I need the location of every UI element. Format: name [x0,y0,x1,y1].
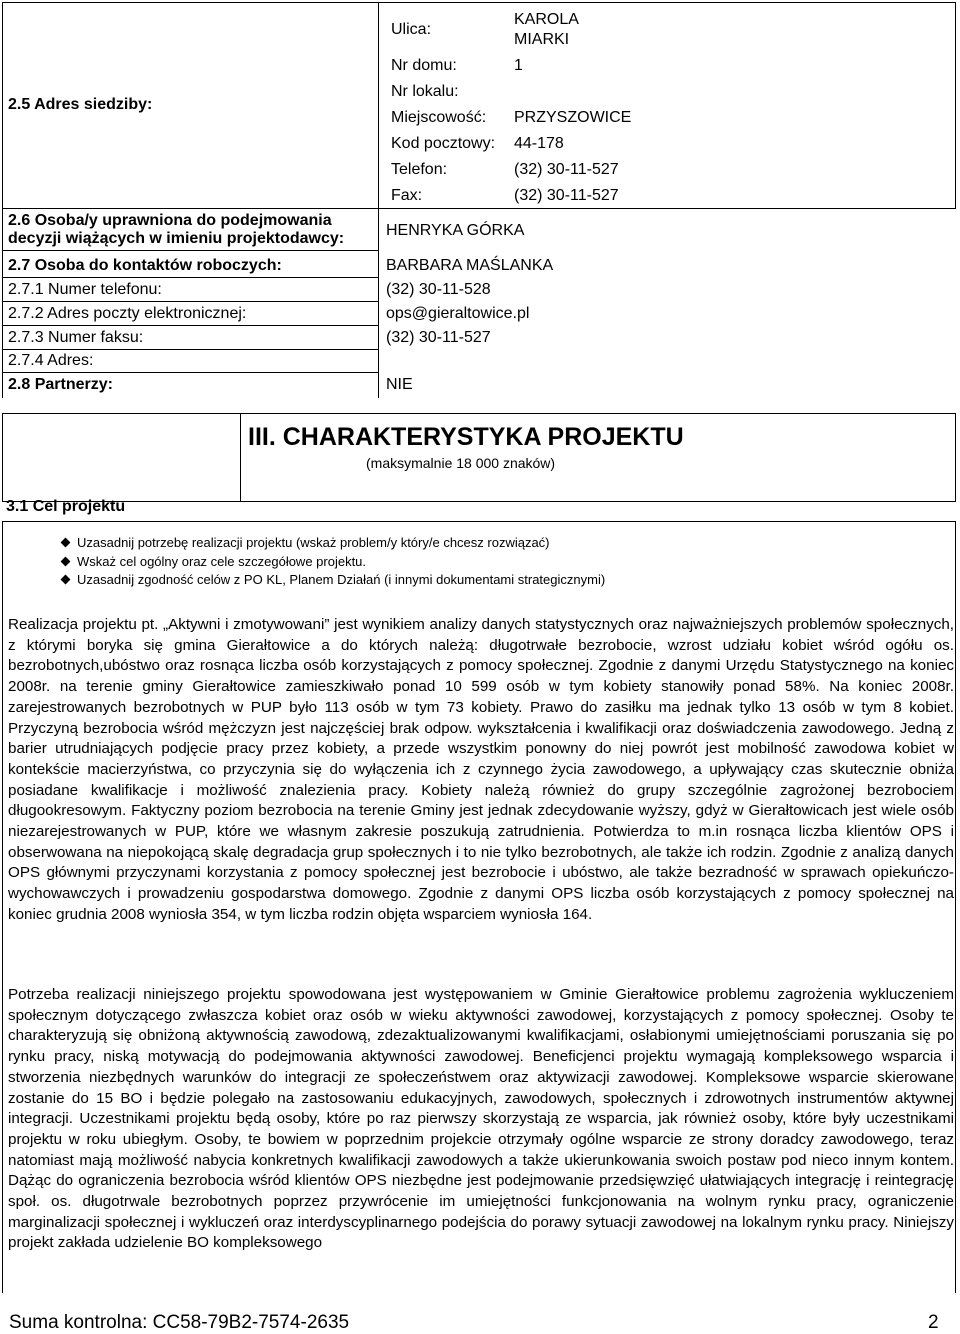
house-number-label: Nr domu: [391,57,457,74]
contact-fax-value: (32) 30-11-527 [386,329,491,346]
contact-email-value: ops@gieraltowice.pl [386,305,530,322]
contact-fax-label: 2.7.3 Numer faksu: [8,329,144,346]
partners-label: 2.8 Partnerzy: [8,376,113,393]
fax-value: (32) 30-11-527 [514,187,619,204]
house-number-value: 1 [514,57,523,74]
bullet-item [62,535,550,550]
city-value: PRZYSZOWICE [514,109,632,126]
contact-address-label: 2.7.4 Adres: [8,352,94,369]
diamond-bullet-icon [61,557,71,567]
postal-code-label: Kod pocztowy: [391,135,496,152]
street-value: KAROLA MIARKI [514,11,579,48]
diamond-bullet-icon [61,575,71,585]
address-section-label: 2.5 Adres siedziby: [8,96,153,113]
bullet-text: Uzasadnij potrzebę realizacji projektu (wskaż problem/y który/e chcesz rozwiązać) [77,535,550,550]
authorized-person-label: 2.6 Osoba/y uprawniona do podejmowania decyzji wiążących w imieniu projektodawcy: [8,212,345,247]
footer-checksum: Suma kontrolna: CC58-79B2-7574-2635 [9,1312,350,1333]
bullet-text: Wskaż cel ogólny oraz cele szczegółowe projektu. [77,554,367,569]
fax-label: Fax: [391,187,423,204]
phone-value: (32) 30-11-527 [514,161,619,178]
section-title: III. CHARAKTERYSTYKA PROJEKTU [248,423,684,451]
postal-code-value: 44-178 [514,135,564,152]
contact-person-label: 2.7 Osoba do kontaktów roboczych: [8,257,282,274]
city-label: Miejscowość: [391,109,487,126]
page-number: 2 [928,1312,939,1333]
bullet-item [62,572,605,587]
contact-phone-value: (32) 30-11-528 [386,281,491,298]
diamond-bullet-icon [61,538,71,548]
bullet-item [62,554,366,569]
partners-value: NIE [386,376,413,393]
section-subtitle: (maksymalnie 18 000 znaków) [366,455,556,471]
contact-phone-label: 2.7.1 Numer telefonu: [8,281,162,298]
project-goal-label: 3.1 Cel projektu [6,498,126,515]
contact-person-value: BARBARA MAŚLANKA [386,257,554,274]
authorized-person-value: HENRYKA GÓRKA [386,222,525,239]
bullet-text: Uzasadnij zgodność celów z PO KL, Planem Działań (i innymi dokumentami strategicznymi) [77,572,606,587]
apartment-number-label: Nr lokalu: [391,83,459,100]
contact-email-label: 2.7.2 Adres poczty elektronicznej: [8,305,247,322]
phone-label: Telefon: [391,161,448,178]
street-label: Ulica: [391,21,432,38]
justification-paragraph-1: Realizacja projektu pt. „Aktywni i zmotywowani” jest wynikiem analizy danych statystycznych oraz najważniejszych problemów społecznych, z którymi boryka się gmina Gierałtowice a do których należą: długotrwałe bezrobocie, wzrost udziału kobiet wśród ogółu os. bezrobotnych,ubóstwo oraz rosnąca liczba osób korzystających z pomocy społecznej. Zgodnie z danymi Urzędu Statystycznego na koniec 2008r. na terenie gminy Gierałtowice zamieszkiwało ponad 10 599 osób w tym kobiety stanowiły ponad 58%. Na koniec 2008r. zarejestrowanych bezrobotnych w PUP było 113 osób w tym 73 kobiety. Prawo do zasiłku ma jednak tylko 13 osób w tym 8 kobiet. Przyczyną bezrobocia wśród mężczyzn jest najczęściej brak odpow. wykształcenia i kwalifikacji oraz doświadczenia zawodowego. Jedną z barier utrudniających podjęcie pracy przez kobiety, a przede wszystkim ponowny do niej powrót jest mobilność zawodowa kobiet w kontekście macierzyństwa, co przyczynia się do wyłączenia ich z czynnego życia zawodowego, a upływający czas skutecznie obniża posiadane kwalifikacje i możliwość znalezienia pracy. Kobiety należą również do grupy szczególnie zagrożonej bezrobociem długookresowym. Faktyczny poziom bezrobocia na terenie Gminy jest jednak zdecydowanie wyższy, gdyż w Gierałtowicach jest wiele osób niezarejestrowanych w PUP, które we własnym zakresie poszukują zatrudnienia. Potwierdza to m.in rosnąca liczba klientów OPS i obserwowana na niepokojącą skalę degradacja grup społecznych i to nie tylko bezrobotnych, ale także ich rodzin. Zgodnie z analizą danych OPS głównymi przyczynami korzystania z pomocy społecznej jest bezrobocie i ubóstwo, ale także bezradność w sprawach opiekuńczo-wychowawczych i prowadzeniu gospodarstwa domowego. Zgodnie z danymi OPS liczba osób korzystających z pomocy społecznej na koniec grudnia 2008 wyniosła 354, w tym liczba rodzin objęta wsparciem wyniosła 164. [8,616,954,923]
justification-paragraph-2: Potrzeba realizacji niniejszego projektu spowodowana jest występowaniem w Gminie Gierałtowice problemu zagrożenia wykluczeniem społecznym dotyczącego zwłaszcza kobiet oraz osób w wieku aktywności zawodowej, korzystających z pomocy społecznej. Osoby te charakteryzują się obniżoną aktywnością zawodową, zdezaktualizowanymi kwalifikacjami, osłabionymi umiejętnościami poruszania się po rynku pracy, niską motywacją do podejmowania aktywności zawodowej. Beneficjenci projektu wymagają kompleksowego wsparcia i stworzenia niezbędnych warunków do integracji ze społeczeństwem oraz aktywizacji zawodowej. Kompleksowe wsparcie skierowane zostanie do 15 BO i będzie polegało na zastosowaniu edukacyjnych, zawodowych, społecznych i zdrowotnych instrumentów aktywnej integracji. Uczestnikami projektu będą osoby, które po raz pierwszy skorzystają ze wsparcia, jak również osoby, które były uczestnikami projektu w roku ubiegłym. Osoby, te bowiem w poprzednim projekcie otrzymały ogólne wsparcie ze strony doradcy zawodowego, teraz natomiast mają możliwość nabycia konkretnych kwalifikacji zawodowych a także ukierunkowania swoich postaw pod nieco innym kontem. Dążąc do ograniczenia bezrobocia wśród klientów OPS niezbędne jest podejmowanie przedsięwzięć ułatwiających integrację i reintegrację społ. os. długotrwale bezrobotnych poprzez przywrócenie im umiejętności funkcjonowania na wolnym rynku pracy, ograniczenie marginalizacji społecznej i wykluczeń oraz interdyscyplinarnego podejścia do porawy sytuacji zawodowej na lokalnym rynku pracy. Niniejszy projekt zakłada udzielenie BO kompleksowego [8,986,954,1252]
